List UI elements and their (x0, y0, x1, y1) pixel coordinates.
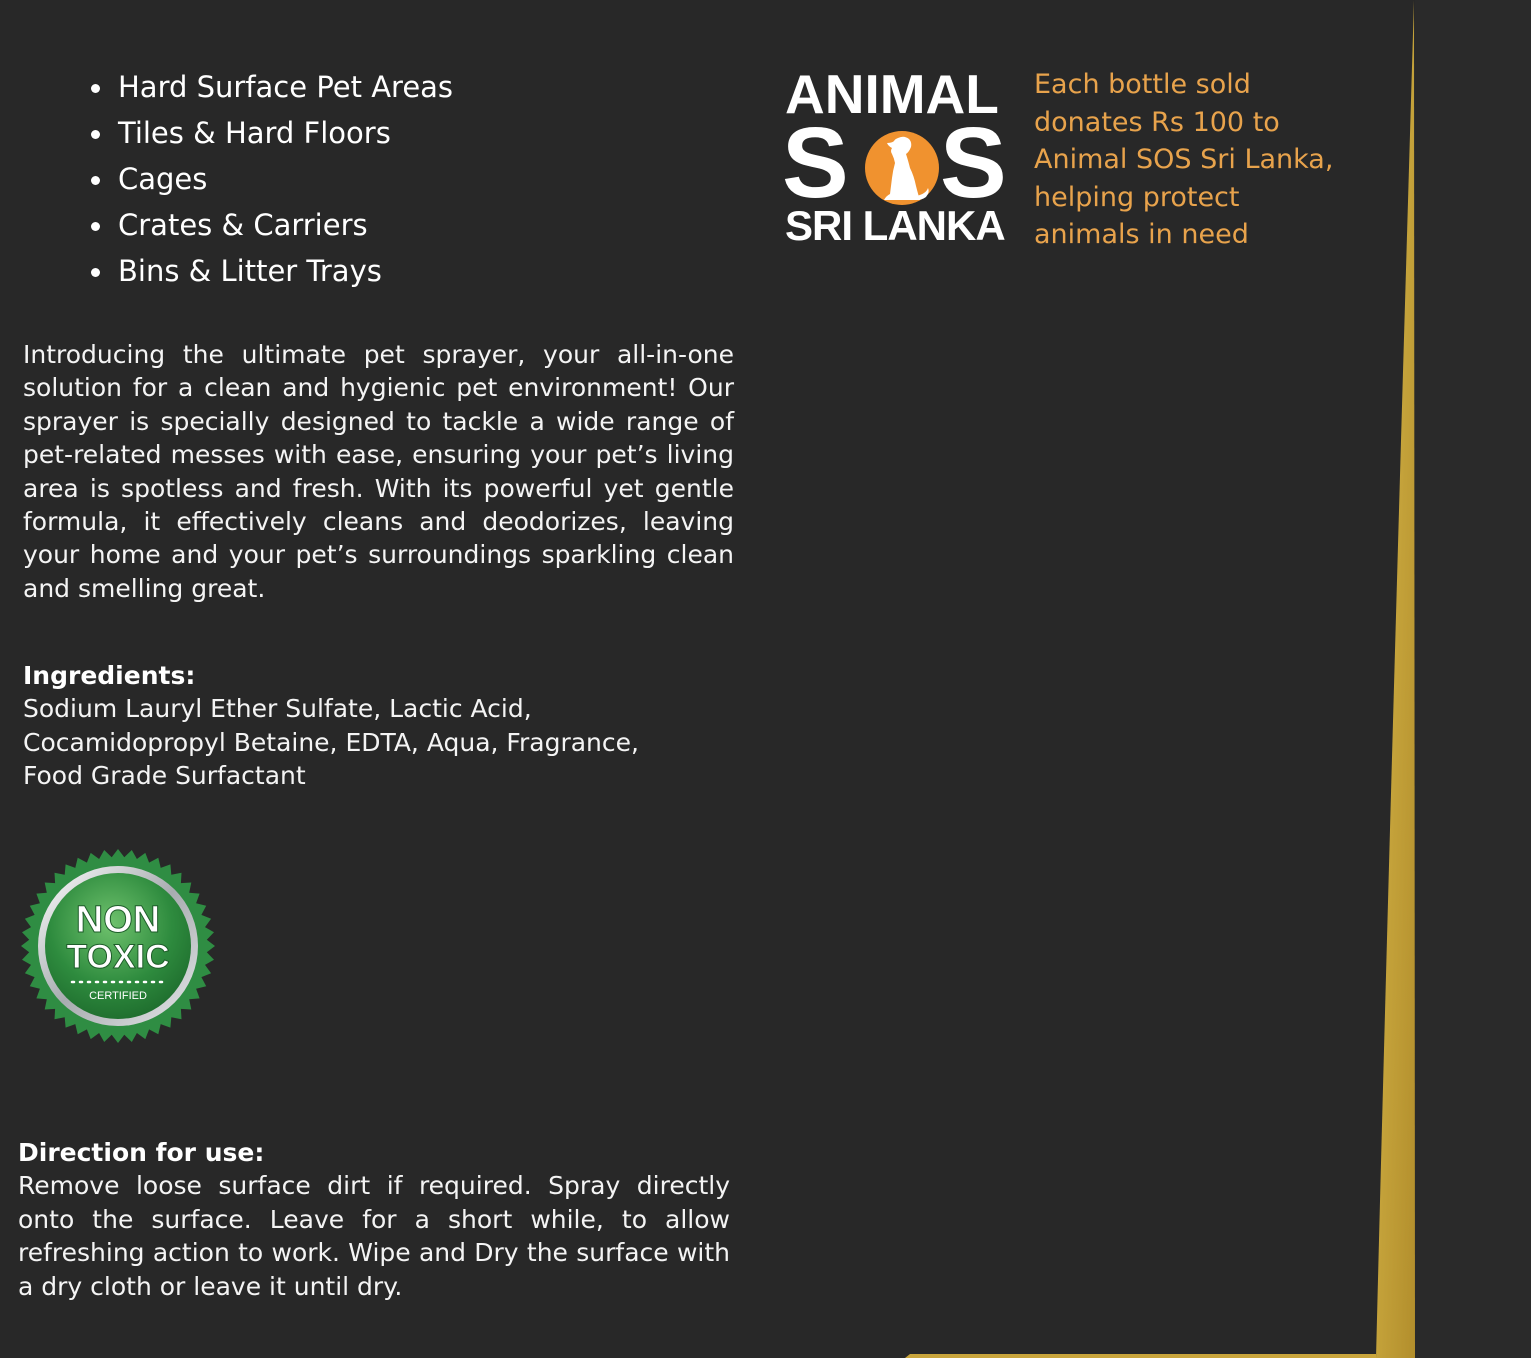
list-item-label: Bins & Litter Trays (118, 254, 382, 288)
logo-letter-s-right: S (940, 107, 1007, 219)
donation-line: donates Rs 100 to (1034, 106, 1280, 138)
ingredients-section (23, 659, 743, 793)
direction-body: Remove loose surface dirt if required. Spray directly onto the surface. Leave for a short while, to allow refreshing action to work. Wipe and Dry the surface with a dry cloth or leave it until dry. (18, 1171, 730, 1301)
surface-list (88, 64, 453, 294)
logo-word-animal: ANIMAL (785, 63, 999, 125)
badge-text-toxic: TOXIC (66, 938, 170, 976)
bullet-icon (91, 130, 100, 139)
donation-line: Animal SOS Sri Lanka, (1034, 144, 1334, 176)
logo-letter-s-left: S (782, 107, 849, 219)
list-item-label: Tiles & Hard Floors (118, 116, 391, 150)
list-item (88, 202, 453, 248)
non-toxic-badge (20, 848, 216, 1044)
donation-line: helping protect (1034, 181, 1240, 213)
dog-silhouette-icon (864, 130, 940, 206)
ingredients-heading: Ingredients: (23, 661, 196, 690)
direction-heading: Direction for use: (18, 1138, 265, 1167)
intro-paragraph: Introducing the ultimate pet sprayer, your all-in-one solution for a clean and hygienic pet environment! Our sprayer is specially designed to tackle a wide range of pet-related messes with ease, ensuring your pet’s living area is spotless and fresh. With its powerful yet gentle formula, it effectively cleans and deodorizes, leaving your home and your pet’s surroundings sparkling clean and smelling great. (23, 340, 734, 603)
bullet-icon (91, 222, 100, 231)
animal-sos-logo (780, 64, 1020, 254)
badge-text-certified: CERTIFIED (89, 990, 147, 1002)
ingredients-line: Food Grade Surfactant (23, 761, 306, 791)
bullet-icon (91, 84, 100, 93)
list-item (88, 156, 453, 202)
direction-section (18, 1136, 730, 1303)
donation-line: animals in need (1034, 219, 1249, 251)
list-item (88, 110, 453, 156)
list-item (88, 64, 453, 110)
ingredients-line: Sodium Lauryl Ether Sulfate, Lactic Acid, (23, 694, 532, 724)
ingredients-line: Cocamidopropyl Betaine, EDTA, Aqua, Fragrance, (23, 727, 639, 757)
list-item-label: Cages (118, 162, 208, 196)
list-item-label: Hard Surface Pet Areas (118, 70, 454, 104)
logo-word-sri-lanka: SRI LANKA (785, 202, 1005, 249)
list-item-label: Crates & Carriers (118, 208, 368, 242)
donation-text (1034, 66, 1354, 254)
bullet-icon (91, 268, 100, 277)
donation-line: Each bottle sold (1034, 69, 1251, 100)
bullet-icon (91, 176, 100, 185)
badge-text-non: NON (75, 899, 161, 941)
list-item (88, 248, 453, 294)
